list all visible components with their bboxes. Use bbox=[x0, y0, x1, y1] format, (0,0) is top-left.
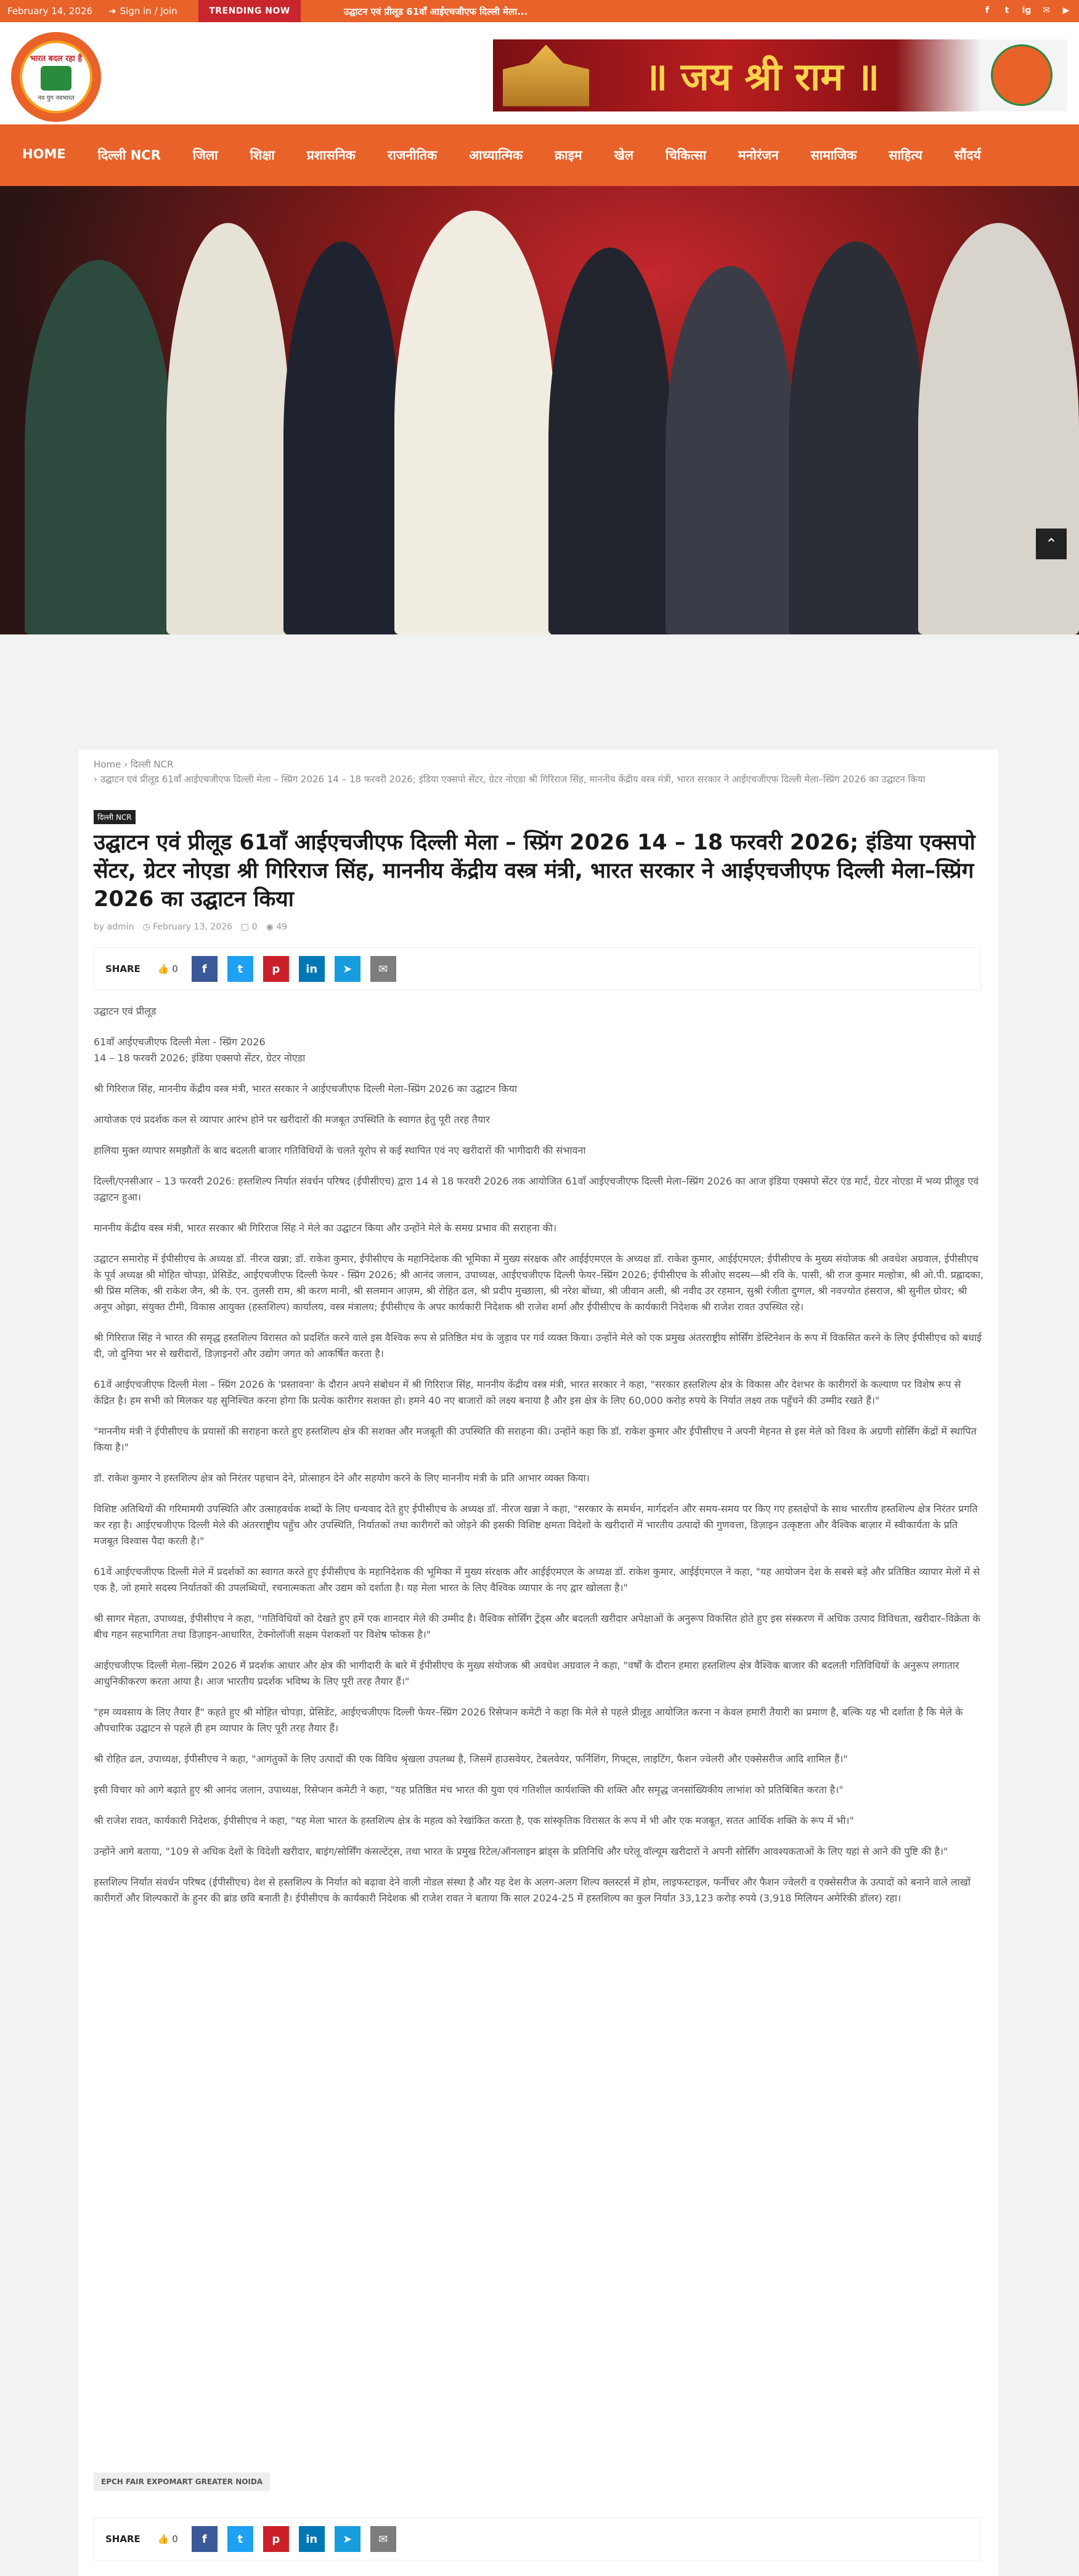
like-count: 0 bbox=[172, 963, 178, 974]
article-comments[interactable] bbox=[241, 922, 258, 932]
scroll-to-top-button[interactable] bbox=[1036, 529, 1067, 559]
hero-person bbox=[548, 248, 672, 634]
email-icon[interactable]: ✉ bbox=[1043, 6, 1050, 15]
pinterest-share-button[interactable]: p bbox=[263, 956, 289, 982]
article-paragraph: उद्घाटन समारोह में ईपीसीएच के अध्यक्ष डॉ. नीरज खन्ना; डॉ. राकेश कुमार, ईपीसीएच के महानिदेशक की भूमिका में मुख्य संरक्षक और आईईएमएल के अध्यक्ष डॉ. राकेश कुमार, आईईएमएल; ईपीसीएच के मुख्य संयोजक श्री अवधेश अग्रवाल, ईपीसीएच के पूर्व अध्यक्ष श्री मोहित चोपड़ा, प्रेसिडेंट, आईएचजीएफ दिल्ली फेयर - स्प्रिंग 2026; श्री आनंद जलान, उपाध्यक्ष, आईएचजीएफ दिल्ली फेयर–स्प्रिंग 2026; ईपीसीएच के सीओए सदस्य—श्री रवि के. पासी, श्री राज कुमार मल्होत्रा, श्री ओ.पी. प्रह्लादका, श्री प्रिंस मलिक, श्री राकेश जैन, श्री के. एन. तुलसी राम, श्री करण मानी, श्री सलमान आज़म, श्री रोहित ढल, श्री प्रदीप मुच्छाला, श्री नरेश बोंध्या, श्री जीवान अली, श्री नवीद उर रहमान, सुश्री रंजीता दुग्गल, श्री नवज्योत हंसराज, श्री सुनील ग्रोवर; श्री अनूप ओझा, संयुक्त टीमी, विकास आयुक्त (हस्तशिल्प) कार्यालय, वस्त्र मंत्रालय; ईपीसीएच के अपर कार्यकारी निदेशक श्री राजेश शर्मा और ईपीसीएच के कार्यकारी निदेशक श्री राजेश रावत उपस्थित रहे। bbox=[94, 1253, 983, 1313]
article-paragraph: हस्तशिल्प निर्यात संवर्धन परिषद (ईपीसीएच) देश से हस्तशिल्प के निर्यात को बढ़ावा देने वाली नोडल संस्था है और यह देश के अलग-अलग शिल्प क्लस्टर्स में होम, लाइफस्टाइल, फर्नीचर और फैशन ज्वेलरी व एक्सेसरीज के उत्पादों को बनाने वाले लाखों कारीगरों और शिल्पकारों के हुनर की ब्रांड छवि बनाती है। ईपीसीएच के कार्यकारी निदेशक श्री राजेश रावत ने बताया कि साल 2024-25 में हस्तशिल्प का कुल निर्यात 33,123 करोड़ रुपये (3,918 मिलियन अमेरिकी डॉलर) रहा। bbox=[94, 1876, 971, 1904]
article-paragraph: 61वें आईएचजीएफ दिल्ली मेला – स्प्रिंग 2026 के 'प्रस्तावना' के दौरान अपने संबोधन में श्री गिरिराज सिंह, माननीय केंद्रीय वस्त्र मंत्री, भारत सरकार ने कहा, "सरकार हस्तशिल्प क्षेत्र के विकास और देशभर के कारीगरों के कल्याण पर विशेष रूप से केंद्रित है। हम सभी को मिलकर यह सुनिश्चित करना होगा कि प्रत्येक कारीगर सशक्त हो। हमने 40 नए बाजारों को लक्ष्य बनाया है और इस क्षेत्र के लिए 60,000 करोड़ रुपये के निर्यात लक्ष्य तक पहुँचने की उम्मीद रखते हैं।" bbox=[94, 1379, 961, 1406]
article-paragraph: 61वें आईएचजीएफ दिल्ली मेले में प्रदर्शकों का स्वागत करते हुए ईपीसीएच के महानिदेशक की भूमिका में मुख्य संरक्षक और आईईएमएल के अध्यक्ष डॉ. राकेश कुमार, आईईएमएल ने कहा, "यह आयोजन देश के सबसे बड़े और प्रतिष्ठित व्यापार मेलों में से एक है, जो हमारे सदस्य निर्यातकों की उपलब्धियों, रचनात्मकता और उद्यम को दर्शाता है। यह मेला भारत के लिए वैश्विक व्यापार के नए द्वार खोलता है।" bbox=[94, 1566, 980, 1594]
article-date bbox=[143, 922, 233, 932]
logo-top-text: भारत बदल रहा है bbox=[30, 54, 83, 63]
like-count: 0 bbox=[172, 2533, 178, 2545]
chevron-right-icon: › bbox=[124, 759, 131, 770]
article-paragraph: डॉ. राकेश कुमार ने हस्तशिल्प क्षेत्र को निरंतर पहचान देने, प्रोत्साहन देने और सहयोग करने के लिए माननीय मंत्री के प्रति आभार व्यक्त किया। bbox=[94, 1472, 590, 1484]
hero-person bbox=[283, 241, 401, 634]
article-tag[interactable]: EPCH FAIR EXPOMART GREATER NOIDA bbox=[94, 2473, 270, 2491]
breadcrumb bbox=[94, 757, 981, 787]
article-paragraph: 61वाँ आईएचजीएफ दिल्ली मेला - स्प्रिंग 2026 14 – 18 फरवरी 2026; इंडिया एक्सपो सेंटर, ग्रेटर नोएडा bbox=[94, 1036, 306, 1064]
hero-person bbox=[394, 211, 555, 634]
article-paragraph: विशिष्ट अतिथियों की गरिमामयी उपस्थिति और उत्साहवर्धक शब्दों के लिए धन्यवाद देते हुए ईपीसीएच के अध्यक्ष डॉ. नीरज खन्ना ने कहा, "सरकार के समर्थन, मार्गदर्शन और समय-समय पर किए गए हस्तक्षेपों के साथ भारतीय हस्तशिल्प क्षेत्र निरंतर प्रगति कर रहा है। आईएचजीएफ दिल्ली मेले की अंतरराष्ट्रीय पहुँच और उपस्थिति, निर्यातकों तथा कारीगरों को जोड़ने की इसकी विशिष्ट क्षमता विदेशों के खरीदारों में भारतीय उत्पादों की गुणवत्ता, डिज़ाइन उत्कृष्टता और वैश्विक बाज़ार में स्वीकार्यता के प्रति मजबूत विश्वास पैदा करती है।" bbox=[94, 1503, 978, 1547]
nav-item-crime[interactable]: क्राइम bbox=[555, 148, 582, 163]
header-banner-ad[interactable] bbox=[493, 39, 1067, 111]
article-paragraph: श्री रोहित ढल, उपाध्यक्ष, ईपीसीएच ने कहा, "आगंतुकों के लिए उत्पादों की एक विविध श्रृंखला उपलब्ध है, जिसमें हाउसवेयर, टेबलवेयर, फर्निशिंग, गिफ्ट्स, लाइटिंग, फैशन ज्वेलरी और एक्सेसरीज आदि शामिल हैं।" bbox=[94, 1753, 848, 1765]
site-logo[interactable] bbox=[11, 32, 101, 122]
pinterest-share-button[interactable]: p bbox=[263, 2526, 289, 2552]
email-share-button[interactable]: ✉ bbox=[370, 956, 396, 982]
hero-person bbox=[666, 266, 795, 634]
article-paragraph: "माननीय मंत्री ने ईपीसीएच के प्रयासों की सराहना करते हुए हस्तशिल्प क्षेत्र की सशक्त और मजबूती की उपस्थिति की सराहना की। उन्होंने कहा कि डॉ. राकेश कुमार और ईपीसीएच ने अपनी मेहनत से इस मेले को विश्व के अग्रणी सोर्सिंग केंद्रों में स्थापित किया है।" bbox=[94, 1425, 977, 1453]
hero-person bbox=[166, 223, 290, 634]
linkedin-share-button[interactable]: in bbox=[299, 2526, 325, 2552]
article-paragraph: श्री गिरिराज सिंह, माननीय केंद्रीय वस्त्र मंत्री, भारत सरकार ने आईएचजीएफ दिल्ली मेला–स्प्रिंग 2026 का उद्घाटन किया bbox=[94, 1083, 517, 1095]
article-paragraph: श्री सागर मेहता, उपाध्यक्ष, ईपीसीएच ने कहा, "गतिविधियों को देखते हुए हमें एक शानदार मेले की उम्मीद है। वैश्विक सोर्सिंग ट्रेंड्स और बदलती खरीदार अपेक्षाओं के अनुरूप विकसित होते हुए इस संस्करण में अधिक उत्पाद विविधता, खरीदार–विक्रेता के बीच गहन सहभागिता तथा डिज़ाइन-आधारित, टेक्नोलॉजी सक्षम पेशकशों पर विशेष फोकस है।" bbox=[94, 1613, 980, 1640]
article-paragraph: श्री राजेश रावत, कार्यकारी निदेशक, ईपीसीएच ने कहा, "यह मेला भारत के हस्तशिल्प क्षेत्र के महत्व को रेखांकित करता है, एक सांस्कृतिक विरासत के रूप में भी और एक मजबूत, सतत आर्थिक शक्ति के रूप में भी।" bbox=[94, 1815, 854, 1826]
share-bar-top bbox=[94, 947, 981, 990]
nav-item-entertainment[interactable]: मनोरंजन bbox=[738, 148, 779, 163]
hero-person bbox=[25, 260, 173, 634]
share-label: SHARE bbox=[105, 963, 140, 974]
like-button[interactable] bbox=[158, 963, 178, 974]
nav-item-social[interactable]: सामाजिक bbox=[810, 148, 857, 163]
telegram-share-button[interactable]: ➤ bbox=[335, 956, 360, 982]
category-tag[interactable]: दिल्ली NCR bbox=[94, 810, 136, 824]
like-button[interactable] bbox=[158, 2533, 178, 2545]
article-author[interactable]: by admin bbox=[94, 922, 134, 932]
eye-icon: ◉ bbox=[266, 922, 277, 932]
twitter-icon[interactable]: t bbox=[1004, 6, 1009, 15]
article-paragraph: माननीय केंद्रीय वस्त्र मंत्री, भारत सरकार श्री गिरिराज सिंह ने मेले का उद्घाटन किया और उन्होंने मेले के समग्र प्रभाव की सराहना की। bbox=[94, 1222, 557, 1234]
article-paragraph: दिल्ली/एनसीआर – 13 फरवरी 2026: हस्तशिल्प निर्यात संवर्धन परिषद (ईपीसीएच) द्वारा 14 से 18 फरवरी 2026 तक आयोजित 61वाँ आईएचजीएफ दिल्ली मेला–स्प्रिंग 2026 का आज इंडिया एक्सपो सेंटर एंड मार्ट, ग्रेटर नोएडा में भव्य प्रीलूड एवं उद्घाटन हुआ। bbox=[94, 1175, 979, 1203]
main-navigation bbox=[0, 124, 1079, 186]
comment-count: 0 bbox=[251, 922, 258, 932]
current-date: February 14, 2026 bbox=[7, 6, 93, 17]
banner-logo-badge bbox=[991, 44, 1053, 106]
article-paragraph: उन्होंने आगे बताया, "109 से अधिक देशों के विदेशी खरीदार, बाइंग/सोर्सिंग कंसल्टेंट्स, तथा भारत के प्रमुख रिटेल/ऑनलाइन ब्रांड्स के प्रतिनिधि और घरेलू वॉल्यूम खरीदारों ने अपनी सोर्सिंग आवश्यकताओं के लिए यहां से आने की पुष्टि की है।" bbox=[94, 1845, 948, 1857]
temple-illustration bbox=[503, 45, 589, 107]
thumbs-up-icon: 👍 bbox=[157, 2533, 173, 2545]
signin-icon: ➜ bbox=[108, 6, 116, 17]
article-meta bbox=[94, 922, 287, 932]
signin-link[interactable] bbox=[108, 6, 177, 17]
share-bar-bottom bbox=[94, 2517, 981, 2561]
article-title: उद्घाटन एवं प्रीलूड 61वाँ आईएचजीएफ दिल्ली मेला – स्प्रिंग 2026 14 – 18 फरवरी 2026; इंडिया एक्सपो सेंटर, ग्रेटर नोएडा श्री गिरिराज सिंह, माननीय केंद्रीय वस्त्र मंत्री, भारत सरकार ने आईएचजीएफ दिल्ली मेला–स्प्रिंग 2026 का उद्घाटन किया bbox=[94, 830, 975, 912]
logo-sub-text: नव युग नवभारत bbox=[38, 95, 75, 102]
telegram-share-button[interactable]: ➤ bbox=[335, 2526, 360, 2552]
view-count: 49 bbox=[276, 922, 288, 932]
nav-item-beauty[interactable]: सौंदर्य bbox=[954, 148, 981, 163]
article-card bbox=[79, 750, 998, 2576]
site-header bbox=[0, 22, 1079, 124]
hero-image bbox=[0, 186, 1079, 634]
banner-text: ॥ जय श्री राम ॥ bbox=[645, 54, 880, 99]
trending-label: TRENDING NOW bbox=[198, 0, 301, 22]
article-body bbox=[94, 1003, 983, 1921]
top-bar bbox=[0, 0, 1079, 22]
nav-item-spiritual[interactable]: आध्यात्मिक bbox=[469, 148, 523, 163]
facebook-share-button[interactable]: f bbox=[192, 2526, 218, 2552]
hero-person bbox=[789, 241, 924, 634]
chevron-up-icon: ⌃ bbox=[1044, 535, 1058, 553]
share-label: SHARE bbox=[105, 2533, 140, 2545]
article-paragraph: आईएचजीएफ दिल्ली मेला–स्प्रिंग 2026 में प्रदर्शक आधार और क्षेत्र की भागीदारी के बारे में ईपीसीएच के मुख्य संयोजक श्री अवधेश अग्रवाल ने कहा, "वर्षों के दौरान हमारा हस्तशिल्प क्षेत्र वैश्विक बाजार की बदलती गतिविधियों के अनुरूप लगातार आधुनिकीकरण करता आया है। आज भारतीय प्रदर्शक भविष्य के लिए पूरी तरह तैयार हैं।" bbox=[94, 1659, 959, 1687]
article-paragraph: श्री गिरिराज सिंह ने भारत की समृद्ध हस्तशिल्प विरासत को प्रदर्शित करने वाले इस वैश्विक रूप से प्रतिष्ठित मंच के जुड़ाव पर गर्व व्यक्त किया। उन्होंने मेले को एक प्रमुख अंतरराष्ट्रीय सोर्सिंग डेस्टिनेशन के रूप में विकसित करने के लिए ईपीसीएच को बधाई दी, जो दुनिया भर से खरीदारों, डिज़ाइनरों और उद्योग जगत को आकर्षित करता है। bbox=[94, 1332, 982, 1359]
nav-item-politics[interactable]: राजनीतिक bbox=[387, 148, 438, 163]
nav-item-delhi-ncr[interactable]: दिल्ली NCR bbox=[97, 148, 161, 163]
instagram-icon[interactable]: ig bbox=[1022, 6, 1032, 15]
article-paragraph: उद्घाटन एवं प्रीलूड bbox=[94, 1005, 157, 1017]
nav-item-home[interactable]: HOME bbox=[22, 147, 66, 161]
trending-ticker-link[interactable]: उद्घाटन एवं प्रीलूड 61वाँ आईएचजीएफ दिल्ली मेला... bbox=[344, 6, 528, 17]
nav-item-district[interactable]: जिला bbox=[192, 148, 218, 163]
twitter-share-button[interactable]: t bbox=[227, 956, 253, 982]
nav-item-administrative[interactable]: प्रशासनिक bbox=[306, 148, 356, 163]
article-paragraph: इसी विचार को आगे बढ़ाते हुए श्री आनंद जलान, उपाध्यक्ष, रिसेप्शन कमेटी ने कहा, "यह प्रतिष्ठित मंच भारत की युवा एवं गतिशील कार्यशक्ति की शक्ति और समृद्ध जनसांख्यिकीय लाभांश को प्रतिबिंबित करता है।" bbox=[94, 1784, 844, 1796]
clock-icon: ◷ bbox=[142, 922, 153, 932]
article-views bbox=[266, 922, 288, 932]
social-links bbox=[982, 5, 1072, 16]
breadcrumb-home[interactable]: Home bbox=[94, 759, 121, 770]
chevron-right-icon: › bbox=[94, 774, 100, 785]
nav-item-sports[interactable]: खेल bbox=[614, 148, 634, 163]
breadcrumb-category[interactable]: दिल्ली NCR bbox=[130, 759, 174, 770]
nav-item-literature[interactable]: साहित्य bbox=[889, 148, 922, 163]
article-paragraph: "हम व्यवसाय के लिए तैयार हैं" कहते हुए श्री मोहित चोपड़ा, प्रेसिडेंट, आईएचजीएफ दिल्ली फेयर–स्प्रिंग 2026 रिसेप्शन कमेटी ने कहा कि मेले से पहले प्रीलूड आयोजित करना न केवल हमारी तैयारी का प्रमाण है, बल्कि यह भी दर्शाता है कि मेले के औपचारिक उद्घाटन से पहले ही हम व्यापार के लिए पूरी तरह तैयार हैं। bbox=[94, 1706, 963, 1734]
logo-badge bbox=[20, 41, 92, 113]
article-paragraph: आयोजक एवं प्रदर्शक कल से व्यापार आरंभ होने पर खरीदारों की मजबूत उपस्थिति के स्वागत हेतु पूरी तरह तैयार bbox=[94, 1114, 490, 1125]
article-paragraph: हालिया मुक्त व्यापार समझौतों के बाद बदलती बाजार गतिविधियों के चलते यूरोप से कई स्थापित एवं नए खरीदारों की भागीदारी की संभावना bbox=[94, 1144, 586, 1156]
facebook-share-button[interactable]: f bbox=[192, 956, 218, 982]
hero-person bbox=[918, 223, 1079, 634]
youtube-icon[interactable]: ▶ bbox=[1062, 6, 1070, 15]
facebook-icon[interactable]: f bbox=[985, 6, 990, 15]
linkedin-share-button[interactable]: in bbox=[299, 956, 325, 982]
twitter-share-button[interactable]: t bbox=[227, 2526, 253, 2552]
nav-menu bbox=[22, 147, 1013, 164]
comment-icon: ▢ bbox=[241, 922, 252, 932]
article-date-text: February 13, 2026 bbox=[153, 922, 233, 932]
email-share-button[interactable]: ✉ bbox=[370, 2526, 396, 2552]
signin-label: Sign in / Join bbox=[120, 6, 177, 17]
nav-item-education[interactable]: शिक्षा bbox=[250, 148, 275, 163]
nav-item-health[interactable]: चिकित्सा bbox=[666, 148, 707, 163]
logo-emblem bbox=[41, 66, 71, 91]
thumbs-up-icon: 👍 bbox=[157, 963, 173, 974]
breadcrumb-current: उद्घाटन एवं प्रीलूड 61वाँ आईएचजीएफ दिल्ली मेला – स्प्रिंग 2026 14 – 18 फरवरी 2026; इंडिया एक्सपो सेंटर, ग्रेटर नोएडा श्री गिरिराज सिंह, माननीय केंद्रीय वस्त्र मंत्री, भारत सरकार ने आईएचजीएफ दिल्ली मेला–स्प्रिंग 2026 का उद्घाटन किया bbox=[100, 774, 926, 785]
